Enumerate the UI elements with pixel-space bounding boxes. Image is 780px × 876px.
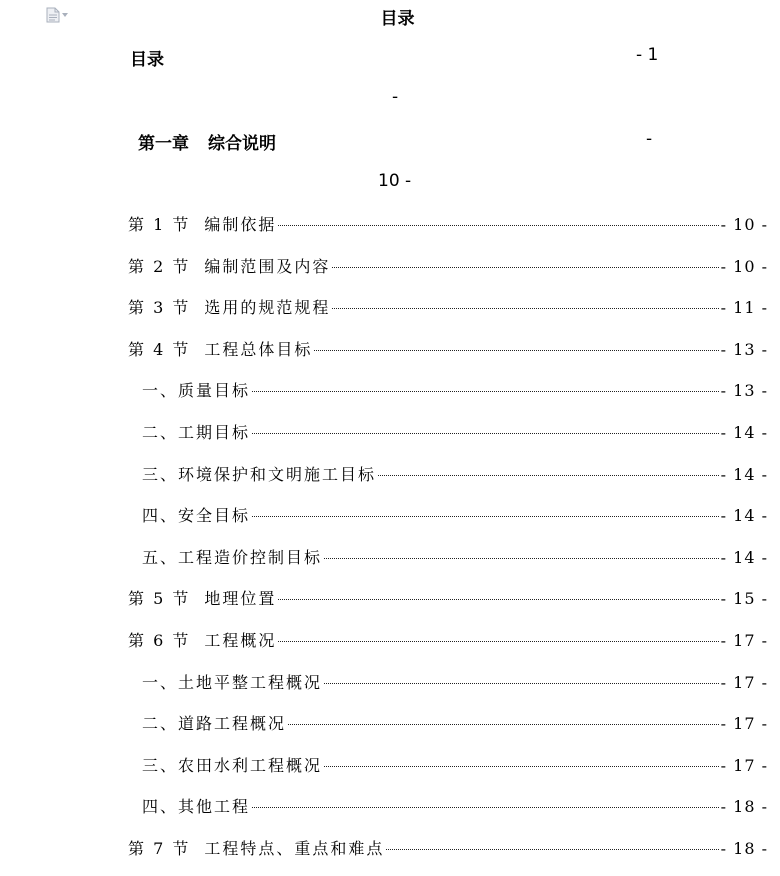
chapter-name: 综合说明	[208, 134, 276, 154]
toc-entry-label	[128, 337, 312, 360]
chapter-label: 第一章	[138, 134, 189, 154]
dot-leader	[324, 766, 719, 767]
dot-leader	[252, 391, 719, 392]
toc-entry-title: 工程特点、重点和难点	[204, 839, 385, 858]
toc-entry-number: 第 1 节	[128, 215, 191, 234]
toc-entry-page: - 17 -	[720, 714, 768, 733]
toc-entry-page: - 15 -	[720, 589, 768, 608]
toc-entry-title: 五、工程造价控制目标	[142, 548, 323, 567]
toc-entry-label	[128, 295, 330, 318]
dot-leader	[386, 849, 718, 850]
toc-entry[interactable]	[128, 212, 768, 234]
toc-entry-page: - 18 -	[720, 839, 768, 858]
toc-entry-page: - 14 -	[720, 423, 768, 442]
toc-entry-page: - 14 -	[720, 506, 768, 525]
toc-entry-page: - 17 -	[720, 631, 768, 650]
toc-entry-number: 第 7 节	[128, 839, 191, 858]
toc-entry-label	[128, 254, 330, 277]
toc-entry-title: 选用的规范规程	[204, 298, 331, 317]
dot-leader	[252, 807, 719, 808]
toc-entry-title: 三、环境保护和文明施工目标	[142, 465, 377, 484]
toc-entry-number: 第 2 节	[128, 257, 191, 276]
toc-entry[interactable]	[142, 794, 768, 816]
toc-entry[interactable]	[142, 711, 768, 733]
toc-entry-title: 一、土地平整工程概况	[142, 673, 323, 692]
toc-entry[interactable]	[128, 586, 768, 608]
dot-leader	[278, 641, 718, 642]
toc-entry-page: - 11 -	[720, 298, 768, 317]
toc-heading-page: - 1	[636, 45, 659, 65]
dot-leader	[278, 599, 718, 600]
toc-entry-title: 一、质量目标	[142, 381, 251, 400]
toc-entry-title: 工程概况	[204, 631, 277, 650]
toc-entry[interactable]	[128, 254, 768, 276]
toc-entry-label	[128, 628, 276, 651]
toc-entry-title: 编制依据	[204, 215, 277, 234]
toc-entry-title: 编制范围及内容	[204, 257, 331, 276]
toc-entry-title: 二、工期目标	[142, 423, 251, 442]
toc-entry-label	[128, 836, 384, 859]
toc-entry-number: 第 4 节	[128, 340, 191, 359]
toc-entry[interactable]	[142, 545, 768, 567]
toc-entry[interactable]	[142, 670, 768, 692]
dot-leader	[314, 350, 718, 351]
toc-entry-page: - 17 -	[720, 673, 768, 692]
dot-leader	[278, 225, 718, 226]
toc-entry[interactable]	[142, 503, 768, 525]
toc-entry-label	[142, 794, 250, 817]
toc-entry-page: - 14 -	[720, 548, 768, 567]
dot-leader	[288, 724, 719, 725]
chapter-dash: -	[646, 129, 653, 149]
toc-entry-page: - 13 -	[720, 381, 768, 400]
toc-entry-label	[142, 420, 250, 443]
lone-dash: -	[392, 87, 399, 107]
chapter-page: 10 -	[378, 171, 412, 191]
toc-entry[interactable]	[128, 295, 768, 317]
toc-entry-title: 地理位置	[204, 589, 277, 608]
toc-entry-page: - 14 -	[720, 465, 768, 484]
toc-entry-page: - 18 -	[720, 797, 768, 816]
toc-entry-label	[142, 545, 322, 568]
dot-leader	[332, 267, 718, 268]
toc-entry[interactable]	[128, 836, 768, 858]
toc-entry-label	[142, 378, 250, 401]
toc-entry-label	[142, 670, 322, 693]
toc-entry-title: 工程总体目标	[204, 340, 313, 359]
toc-entry-title: 四、其他工程	[142, 797, 251, 816]
toc-entry-title: 四、安全目标	[142, 506, 251, 525]
toc-entry-label	[142, 753, 322, 776]
page-title: 目录	[380, 9, 415, 29]
toc-entry-label	[128, 212, 276, 235]
toc-entry-page: - 10 -	[720, 257, 768, 276]
toc-entry[interactable]	[128, 628, 768, 650]
dot-leader	[332, 308, 718, 309]
toc-entry-title: 二、道路工程概况	[142, 714, 287, 733]
dot-leader	[324, 558, 719, 559]
dot-leader	[252, 433, 719, 434]
toc-entry-page: - 13 -	[720, 340, 768, 359]
toc-entry[interactable]	[142, 462, 768, 484]
toc-heading-label: 目录	[130, 50, 164, 70]
toc-entry[interactable]	[142, 378, 768, 400]
toc-entry-page: - 17 -	[720, 756, 768, 775]
toc-entry-label	[142, 503, 250, 526]
toc-entry[interactable]	[142, 753, 768, 775]
toc-entry-number: 第 5 节	[128, 589, 191, 608]
toc-entry-number: 第 3 节	[128, 298, 191, 317]
toc-entry-page: - 10 -	[720, 215, 768, 234]
toc-entry-number: 第 6 节	[128, 631, 191, 650]
toc-entry-label	[142, 711, 286, 734]
toc-entry-label	[142, 462, 376, 485]
toc-entry-label	[128, 586, 276, 609]
dot-leader	[378, 475, 719, 476]
toc-entry[interactable]	[128, 337, 768, 359]
dot-leader	[252, 516, 719, 517]
toc-entry-title: 三、农田水利工程概况	[142, 756, 323, 775]
dot-leader	[324, 683, 719, 684]
toc-entry[interactable]	[142, 420, 768, 442]
